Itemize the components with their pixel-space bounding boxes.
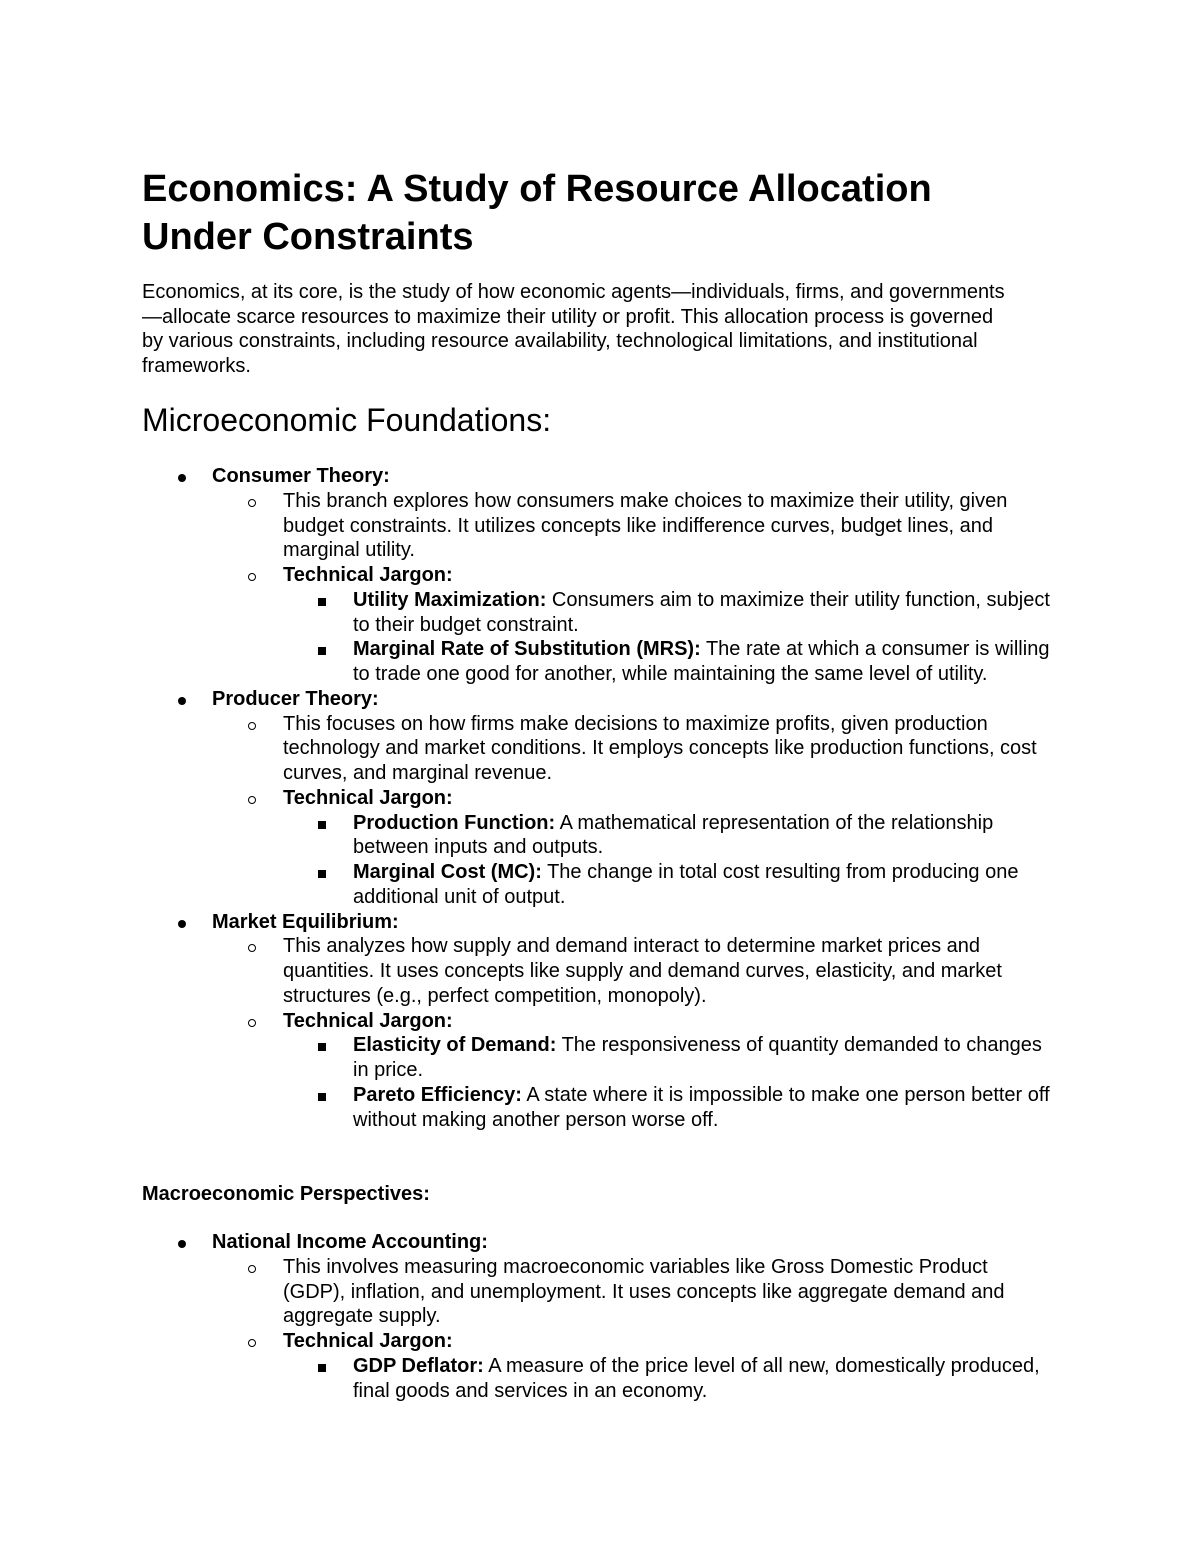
bullet-icon <box>178 910 186 935</box>
jargon-label: Technical Jargon: <box>283 1330 453 1352</box>
square-bullet-icon <box>318 860 326 885</box>
square-bullet-icon <box>318 1354 326 1379</box>
bullet-icon <box>178 464 186 489</box>
definition: The responsiveness of quantity demanded to changes in price. <box>353 1034 1042 1081</box>
micro-heading: Microeconomic Foundations: <box>142 402 552 438</box>
list-item <box>142 786 1053 811</box>
term: Marginal Cost (MC): <box>353 861 542 883</box>
jargon-label: Technical Jargon: <box>283 564 453 586</box>
macro-list <box>142 1230 1062 1403</box>
term: Elasticity of Demand: <box>353 1034 557 1057</box>
producer-desc: This focuses on how firms make decisions to maximize profits, given production technology and market conditions. It employs concepts like production functions, cost curves, and marginal revenue. <box>283 712 1037 784</box>
list-item <box>142 1230 1062 1255</box>
circle-bullet-icon <box>248 1329 256 1354</box>
list-item <box>142 1329 1053 1354</box>
circle-bullet-icon <box>248 1009 256 1034</box>
term: GDP Deflator: <box>353 1354 484 1377</box>
list-item <box>142 637 1053 687</box>
market-label: Market Equilibrium: <box>212 910 399 933</box>
list-item <box>142 860 1053 910</box>
producer-label: Producer Theory: <box>212 687 379 710</box>
definition: A measure of the price level of all new, domestically produced, final goods and services in an economy. <box>353 1354 1040 1402</box>
micro-list <box>142 464 1062 1132</box>
list-item <box>142 1083 1053 1133</box>
intro-paragraph: Economics, at its core, is the study of how economic agents—individuals, firms, and governments—allocate scarce resources to maximize their utility or profit. This allocation process is governed by various constraints, including resource availability, technological limitations, and institutional frameworks. <box>142 281 1005 377</box>
list-item <box>142 1255 1053 1329</box>
bullet-icon <box>178 1230 186 1255</box>
definition: The change in total cost resulting from producing one additional unit of output. <box>353 861 1019 908</box>
definition: Consumers aim to maximize their utility function, subject to their budget constraint. <box>353 588 1050 636</box>
definition: The rate at which a consumer is willing to trade one good for another, while maintaining the same level of utility. <box>353 638 1050 685</box>
list-item <box>142 1354 1053 1404</box>
list-item <box>142 934 1053 1008</box>
list-item <box>142 687 1062 712</box>
nia-desc: This involves measuring macroeconomic variables like Gross Domestic Product (GDP), inflation, and unemployment. It uses concepts like aggregate demand and aggregate supply. <box>283 1255 1005 1328</box>
definition: A mathematical representation of the relationship between inputs and outputs. <box>353 811 994 859</box>
jargon-label: Technical Jargon: <box>283 786 453 809</box>
macro-heading: Macroeconomic Perspectives: <box>142 1183 430 1205</box>
list-item <box>142 563 1053 588</box>
list-item <box>142 1033 1053 1083</box>
nia-label: National Income Accounting: <box>212 1231 488 1253</box>
term: Marginal Rate of Substitution (MRS): <box>353 638 701 661</box>
list-item <box>142 489 1053 563</box>
square-bullet-icon <box>318 1033 326 1058</box>
list-item <box>142 588 1053 638</box>
list-item <box>142 1009 1053 1034</box>
circle-bullet-icon <box>248 489 256 514</box>
square-bullet-icon <box>318 637 326 662</box>
list-item <box>142 910 1062 935</box>
list-item <box>142 464 1062 489</box>
square-bullet-icon <box>318 811 326 836</box>
square-bullet-icon <box>318 1083 326 1108</box>
circle-bullet-icon <box>248 786 256 811</box>
term: Utility Maximization: <box>353 588 547 611</box>
bullet-icon <box>178 687 186 712</box>
definition: A state where it is impossible to make one person better off without making another person worse off. <box>353 1083 1050 1131</box>
document-title: Economics: A Study of Resource Allocation Under Constraints <box>142 168 932 258</box>
market-desc: This analyzes how supply and demand interact to determine market prices and quantities. It uses concepts like supply and demand curves, elasticity, and market structures (e.g., perfect competition, monopoly). <box>283 935 1002 1007</box>
consumer-label: Consumer Theory: <box>212 465 390 487</box>
list-item <box>142 712 1053 786</box>
consumer-desc: This branch explores how consumers make choices to maximize their utility, given budget constraints. It utilizes concepts like indifference curves, budget lines, and marginal utility. <box>283 489 1008 562</box>
jargon-label: Technical Jargon: <box>283 1009 453 1032</box>
list-item <box>142 811 1053 861</box>
circle-bullet-icon <box>248 563 256 588</box>
square-bullet-icon <box>318 588 326 613</box>
circle-bullet-icon <box>248 934 256 959</box>
circle-bullet-icon <box>248 712 256 737</box>
term: Pareto Efficiency: <box>353 1083 522 1106</box>
term: Production Function: <box>353 811 556 834</box>
circle-bullet-icon <box>248 1255 256 1280</box>
